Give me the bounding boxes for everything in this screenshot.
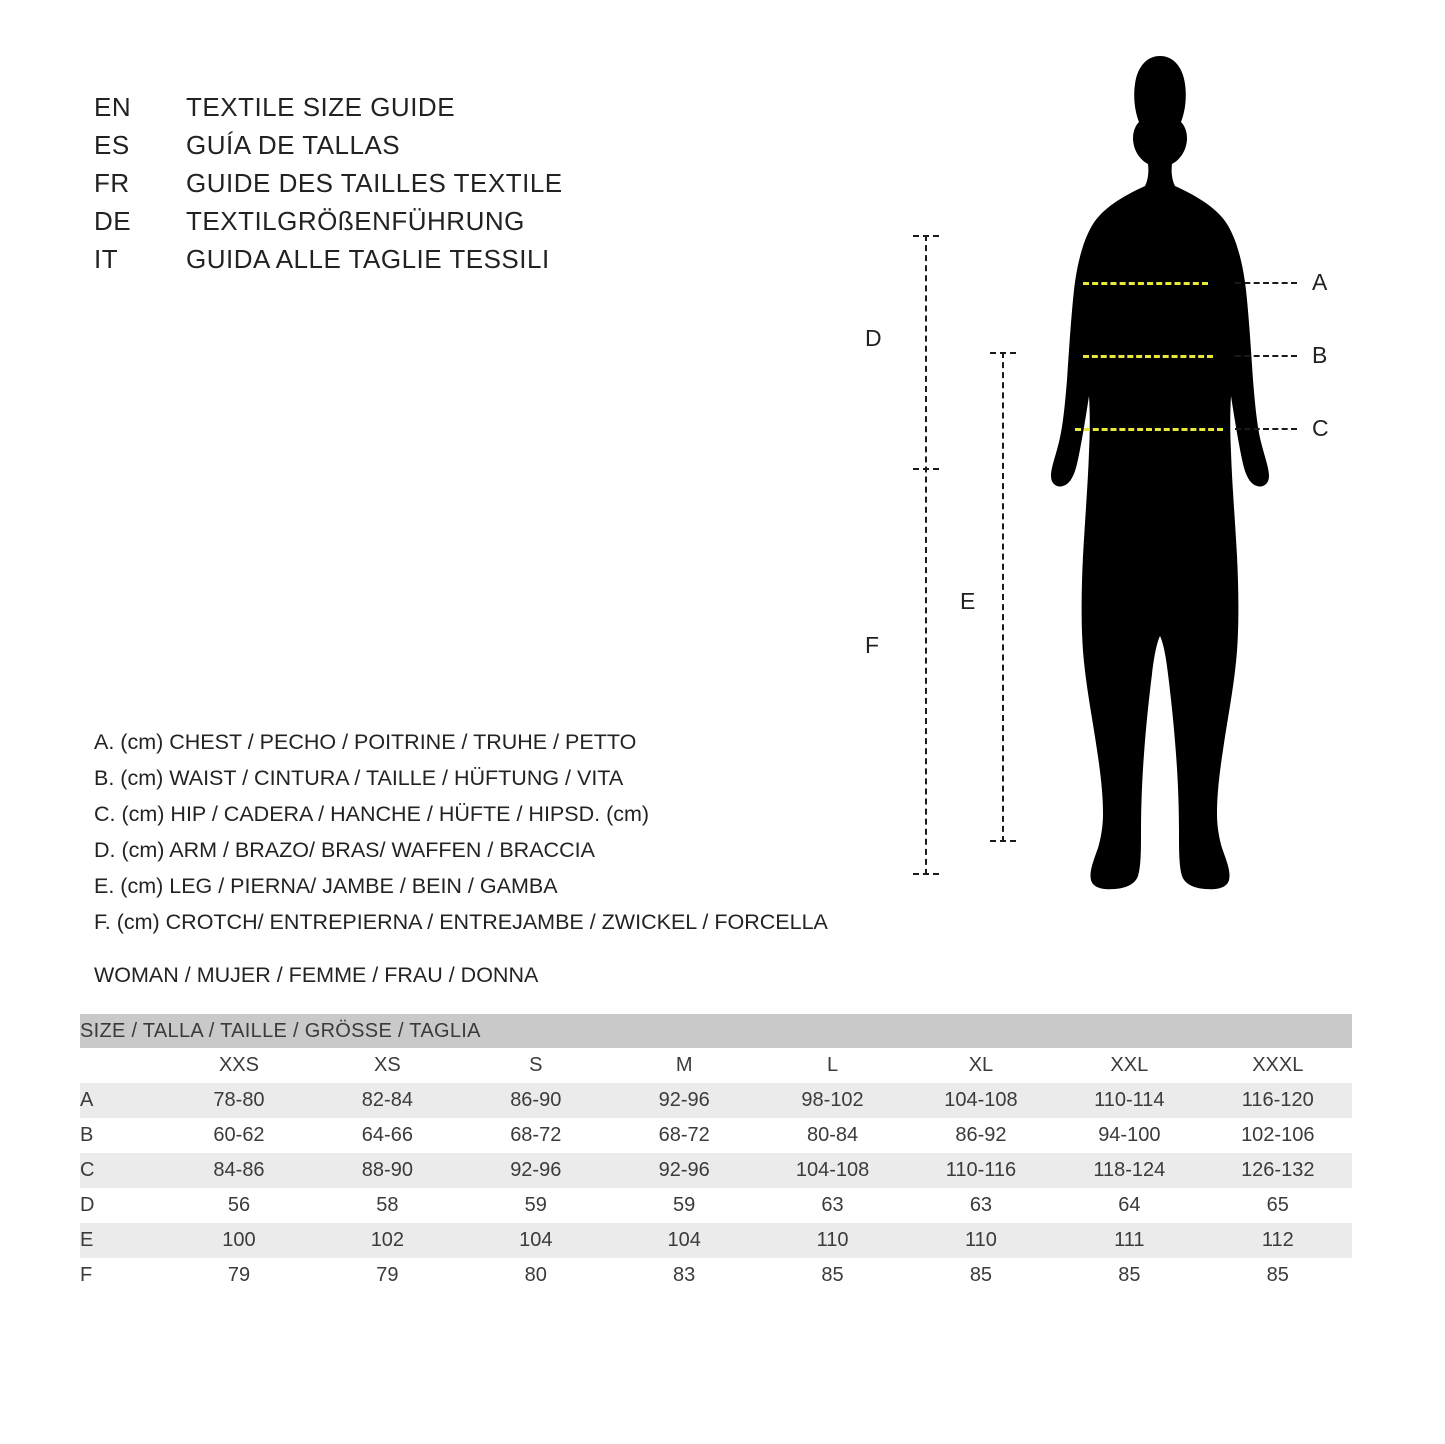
cell-d-xxl: 64 xyxy=(1055,1188,1203,1223)
cell-f-xs: 79 xyxy=(313,1258,461,1293)
cell-c-xl: 110-116 xyxy=(907,1153,1055,1188)
column-header-xxs: XXS xyxy=(165,1048,313,1083)
cell-d-l: 63 xyxy=(758,1188,906,1223)
measure-line-waist xyxy=(1083,355,1213,358)
row-label-f: F xyxy=(80,1258,165,1293)
cell-b-xs: 64-66 xyxy=(313,1118,461,1153)
title-lang-en: EN xyxy=(94,92,132,122)
title-row xyxy=(94,130,794,168)
column-header-xs: XS xyxy=(313,1048,461,1083)
title-lang-fr: FR xyxy=(94,168,130,198)
title-row xyxy=(94,168,794,206)
row-label-b: B xyxy=(80,1118,165,1153)
cell-c-xs: 88-90 xyxy=(313,1153,461,1188)
legend-item-f: F. (cm) CROTCH/ ENTREPIERNA / ENTREJAMBE / ZWICKEL / FORCELLA xyxy=(94,910,828,934)
label-b: B xyxy=(1312,342,1328,368)
table-column-row xyxy=(80,1048,1352,1083)
legend-item-d: D. (cm) ARM / BRAZO/ BRAS/ WAFFEN / BRACCIA xyxy=(94,838,595,862)
cell-a-s: 86-90 xyxy=(462,1083,610,1118)
title-row xyxy=(94,206,794,244)
cell-a-xs: 82-84 xyxy=(313,1083,461,1118)
cell-c-xxs: 84-86 xyxy=(165,1153,313,1188)
legend-item-c: C. (cm) HIP / CADERA / HANCHE / HÜFTE / HIPSD. (cm) xyxy=(94,802,650,826)
ruler-leg-e xyxy=(1002,352,1004,842)
measure-line-hip xyxy=(1075,428,1223,431)
cell-f-m: 83 xyxy=(610,1258,758,1293)
cell-e-m: 104 xyxy=(610,1223,758,1258)
cell-e-s: 104 xyxy=(462,1223,610,1258)
column-header-s: S xyxy=(462,1048,610,1083)
column-corner-cell xyxy=(80,1048,165,1083)
label-e: E xyxy=(960,588,976,614)
title-lang-de: DE xyxy=(94,206,132,236)
legend-item-b: B. (cm) WAIST / CINTURA / TAILLE / HÜFTUNG / VITA xyxy=(94,766,624,790)
cell-c-m: 92-96 xyxy=(610,1153,758,1188)
table-row xyxy=(80,1188,1352,1223)
cell-e-xs: 102 xyxy=(313,1223,461,1258)
title-row xyxy=(94,244,794,282)
row-label-e: E xyxy=(80,1223,165,1258)
row-label-c: C xyxy=(80,1153,165,1188)
ruler-leg-e-bottom-tick xyxy=(990,840,1016,842)
table-header-label: SIZE / TALLA / TAILLE / GRÖSSE / TAGLIA xyxy=(80,1014,1352,1048)
leader-chest xyxy=(1235,282,1297,284)
table-header-row xyxy=(80,1014,1352,1048)
cell-e-l: 110 xyxy=(758,1223,906,1258)
cell-a-m: 92-96 xyxy=(610,1083,758,1118)
cell-e-xxxl: 112 xyxy=(1204,1223,1352,1258)
cell-b-m: 68-72 xyxy=(610,1118,758,1153)
legend-block xyxy=(94,724,934,940)
cell-c-xxl: 118-124 xyxy=(1055,1153,1203,1188)
ruler-leg-e-top-tick xyxy=(990,352,1016,354)
label-a: A xyxy=(1312,269,1328,295)
label-c: C xyxy=(1312,415,1329,441)
cell-a-xl: 104-108 xyxy=(907,1083,1055,1118)
leader-hip xyxy=(1235,428,1297,430)
title-lang-es: ES xyxy=(94,130,130,160)
cell-f-l: 85 xyxy=(758,1258,906,1293)
table-row xyxy=(80,1083,1352,1118)
column-header-l: L xyxy=(758,1048,906,1083)
row-label-d: D xyxy=(80,1188,165,1223)
cell-c-l: 104-108 xyxy=(758,1153,906,1188)
legend-item-a: A. (cm) CHEST / PECHO / POITRINE / TRUHE / PETTO xyxy=(94,730,637,754)
cell-f-xxl: 85 xyxy=(1055,1258,1203,1293)
cell-b-xl: 86-92 xyxy=(907,1118,1055,1153)
title-text-es: GUÍA DE TALLAS xyxy=(186,130,401,160)
table-row xyxy=(80,1118,1352,1153)
label-f: F xyxy=(865,632,880,658)
legend-item-e: E. (cm) LEG / PIERNA/ JAMBE / BEIN / GAMBA xyxy=(94,874,558,898)
cell-c-xxxl: 126-132 xyxy=(1204,1153,1352,1188)
column-header-xxxl: XXXL xyxy=(1204,1048,1352,1083)
table-row xyxy=(80,1223,1352,1258)
size-table xyxy=(80,1014,1352,1293)
cell-b-xxs: 60-62 xyxy=(165,1118,313,1153)
cell-d-xs: 58 xyxy=(313,1188,461,1223)
title-lang-it: IT xyxy=(94,244,119,274)
cell-f-s: 80 xyxy=(462,1258,610,1293)
cell-f-xxs: 79 xyxy=(165,1258,313,1293)
title-text-en: TEXTILE SIZE GUIDE xyxy=(186,92,456,122)
cell-f-xl: 85 xyxy=(907,1258,1055,1293)
cell-d-xl: 63 xyxy=(907,1188,1055,1223)
woman-silhouette-icon xyxy=(1045,50,1275,900)
cell-d-xxs: 56 xyxy=(165,1188,313,1223)
row-label-a: A xyxy=(80,1083,165,1118)
ruler-arm-d-mid-tick xyxy=(913,468,939,470)
table-row xyxy=(80,1153,1352,1188)
cell-c-s: 92-96 xyxy=(462,1153,610,1188)
column-header-xxl: XXL xyxy=(1055,1048,1203,1083)
title-block xyxy=(94,92,794,282)
cell-d-s: 59 xyxy=(462,1188,610,1223)
measure-line-chest xyxy=(1083,282,1208,285)
title-text-it: GUIDA ALLE TAGLIE TESSILI xyxy=(186,244,550,274)
column-header-xl: XL xyxy=(907,1048,1055,1083)
column-header-m: M xyxy=(610,1048,758,1083)
cell-b-xxl: 94-100 xyxy=(1055,1118,1203,1153)
title-text-de: TEXTILGRÖßENFÜHRUNG xyxy=(186,206,525,236)
cell-d-xxxl: 65 xyxy=(1204,1188,1352,1223)
cell-d-m: 59 xyxy=(610,1188,758,1223)
cell-a-xxxl: 116-120 xyxy=(1204,1083,1352,1118)
cell-a-xxl: 110-114 xyxy=(1055,1083,1203,1118)
cell-b-xxxl: 102-106 xyxy=(1204,1118,1352,1153)
cell-a-l: 98-102 xyxy=(758,1083,906,1118)
cell-a-xxs: 78-80 xyxy=(165,1083,313,1118)
group-label: WOMAN / MUJER / FEMME / FRAU / DONNA xyxy=(94,963,539,987)
title-row xyxy=(94,92,794,130)
cell-b-l: 80-84 xyxy=(758,1118,906,1153)
cell-e-xl: 110 xyxy=(907,1223,1055,1258)
table-row xyxy=(80,1258,1352,1293)
cell-b-s: 68-72 xyxy=(462,1118,610,1153)
leader-waist xyxy=(1235,355,1297,357)
title-text-fr: GUIDE DES TAILLES TEXTILE xyxy=(186,168,563,198)
cell-e-xxs: 100 xyxy=(165,1223,313,1258)
label-d: D xyxy=(865,325,882,351)
cell-f-xxxl: 85 xyxy=(1204,1258,1352,1293)
ruler-arm-d-top-tick xyxy=(913,235,939,237)
cell-e-xxl: 111 xyxy=(1055,1223,1203,1258)
